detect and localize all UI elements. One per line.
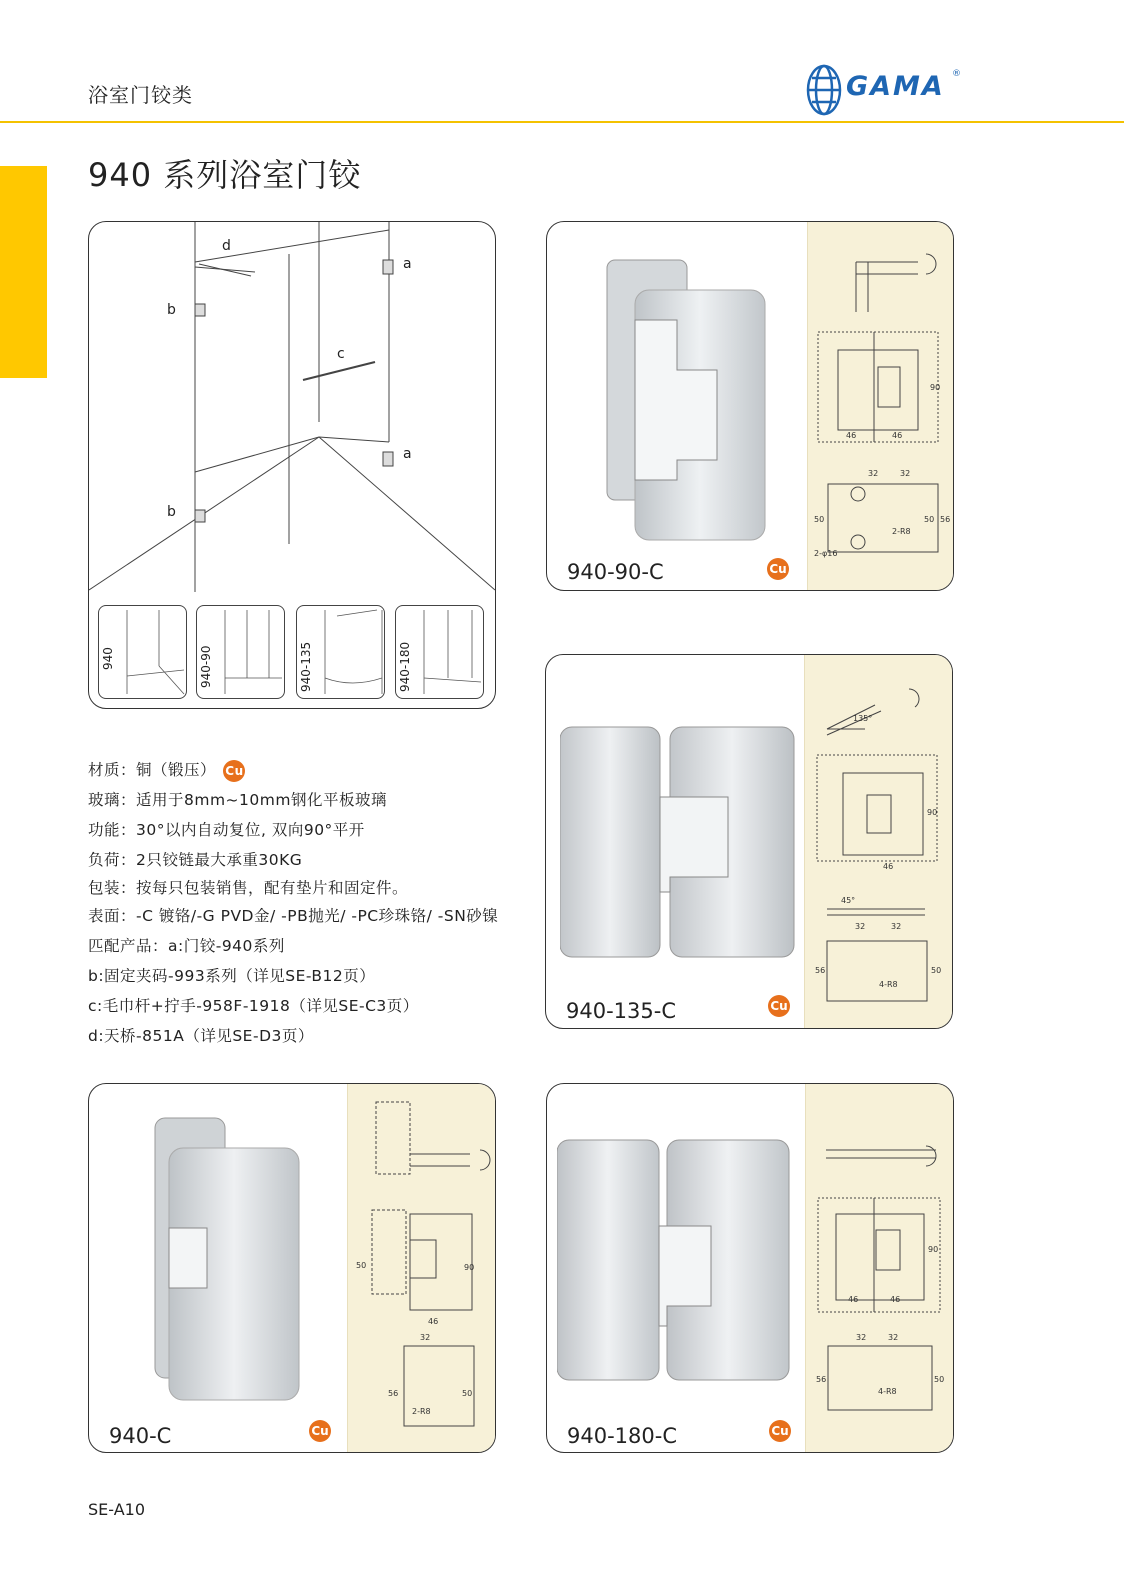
letter-b-top: b xyxy=(167,302,176,318)
spec-function: 功能：30°以内自动复位, 双向90°平开 xyxy=(88,821,365,839)
registered-mark: ® xyxy=(952,69,961,79)
spec-finish: 表面：-C 镀铬/-G PVD金/ -PB抛光/ -PC珍珠铬/ -SN砂镍 xyxy=(88,907,499,925)
dim-hole: 2-φ16 xyxy=(814,549,838,558)
dim-h3: 56 xyxy=(940,515,951,524)
technical-drawing-panel xyxy=(347,1084,496,1452)
brand-name: GAMA xyxy=(846,71,945,102)
dim-h1: 56 xyxy=(388,1389,399,1398)
letter-a-top: a xyxy=(403,256,412,272)
cu-icon: Cu xyxy=(223,760,245,782)
dim-h: 90 xyxy=(928,1245,939,1254)
thumb-940-90 xyxy=(196,605,285,699)
dim-r: 2-R8 xyxy=(412,1407,431,1416)
thumb-label: 940-180 xyxy=(398,641,412,692)
dim-w1: 46 xyxy=(848,1295,859,1304)
technical-drawing xyxy=(348,1084,496,1452)
dim-h2: 50 xyxy=(462,1389,473,1398)
dim-w: 46 xyxy=(428,1317,439,1326)
dim-angle2: 45° xyxy=(841,896,856,905)
dim-t2: 32 xyxy=(891,922,902,931)
model-label: 940-180-C xyxy=(567,1424,677,1448)
dim-t1: 32 xyxy=(868,469,879,478)
model-label: 940-90-C xyxy=(567,560,664,584)
dim-t1: 32 xyxy=(856,1333,867,1342)
dim-w2: 46 xyxy=(890,1295,901,1304)
page-number: SE-A10 xyxy=(88,1500,145,1519)
dim-angle: 135° xyxy=(853,714,873,723)
dim-t1: 32 xyxy=(855,922,866,931)
page-title: 940 系列浴室门铰 xyxy=(88,156,362,194)
product-card-940-c xyxy=(88,1083,496,1453)
letter-b-bottom: b xyxy=(167,504,176,520)
dim-h2: 50 xyxy=(924,515,935,524)
letter-d: d xyxy=(222,238,231,254)
spec-package: 包装：按每只包装销售，配有垫片和固定件。 xyxy=(88,879,409,897)
spec-load: 负荷：2只铰链最大承重30KG xyxy=(88,851,303,869)
header-divider xyxy=(0,121,1124,123)
model-label: 940-135-C xyxy=(566,999,676,1023)
overview-card xyxy=(88,221,496,709)
dim-h: 90 xyxy=(930,383,941,392)
model-label: 940-C xyxy=(109,1424,172,1448)
cu-icon: Cu xyxy=(768,995,790,1017)
dim-hside: 50 xyxy=(356,1261,367,1270)
dim-h1: 56 xyxy=(816,1375,827,1384)
hinge-photo xyxy=(147,1108,317,1408)
technical-drawing xyxy=(806,1084,954,1452)
dim-h2: 50 xyxy=(934,1375,945,1384)
spec-match-a: 匹配产品：a:门铰-940系列 xyxy=(88,937,285,955)
cu-icon: Cu xyxy=(309,1420,331,1442)
dim-t: 32 xyxy=(420,1333,431,1342)
dim-h1: 50 xyxy=(814,515,825,524)
category-title: 浴室门铰类 xyxy=(88,83,193,107)
product-card-940-135-c xyxy=(545,654,953,1029)
dim-h1: 56 xyxy=(815,966,826,975)
thumb-label: 940-135 xyxy=(299,641,313,692)
letter-a-bottom: a xyxy=(403,446,412,462)
dim-w: 46 xyxy=(883,862,894,871)
spec-match-b: b:固定夹码-993系列（详见SE-B12页） xyxy=(88,967,376,985)
dim-r: 4-R8 xyxy=(878,1387,897,1396)
dim-h: 90 xyxy=(927,808,938,817)
spec-glass: 玻璃：适用于8mm~10mm钢化平板玻璃 xyxy=(88,791,387,809)
technical-drawing xyxy=(808,222,954,590)
dim-r: 4-R8 xyxy=(879,980,898,989)
dim-t2: 32 xyxy=(888,1333,899,1342)
technical-drawing-panel xyxy=(805,1084,954,1452)
letter-c: c xyxy=(337,346,345,362)
hinge-photo xyxy=(557,1126,793,1396)
dim-w1: 46 xyxy=(846,431,857,440)
dim-t2: 32 xyxy=(900,469,911,478)
thumb-label: 940-90 xyxy=(199,645,213,688)
spec-material-label: 材质：铜（锻压） xyxy=(88,761,217,779)
product-card-940-90-c xyxy=(546,221,954,591)
cu-icon: Cu xyxy=(769,1420,791,1442)
thumb-940 xyxy=(98,605,187,699)
technical-drawing-panel xyxy=(804,655,953,1028)
spec-material xyxy=(88,758,245,782)
hinge-photo xyxy=(587,250,777,550)
spec-match-c: c:毛巾杆+拧手-958F-1918（详见SE-C3页） xyxy=(88,997,419,1015)
technical-drawing xyxy=(805,655,953,1028)
dim-r: 2-R8 xyxy=(892,527,911,536)
product-card-940-180-c xyxy=(546,1083,954,1453)
hinge-photo xyxy=(560,717,800,967)
dim-h: 90 xyxy=(464,1263,475,1272)
side-tab xyxy=(0,166,47,378)
shower-layout-drawing xyxy=(89,222,495,592)
thumb-940-135 xyxy=(296,605,385,699)
thumb-940-180 xyxy=(395,605,484,699)
technical-drawing-panel xyxy=(807,222,954,590)
dim-w2: 46 xyxy=(892,431,903,440)
spec-match-d: d:天桥-851A（详见SE-D3页） xyxy=(88,1027,314,1045)
dim-h2: 50 xyxy=(931,966,942,975)
thumb-label: 940 xyxy=(101,647,115,670)
cu-icon: Cu xyxy=(767,558,789,580)
